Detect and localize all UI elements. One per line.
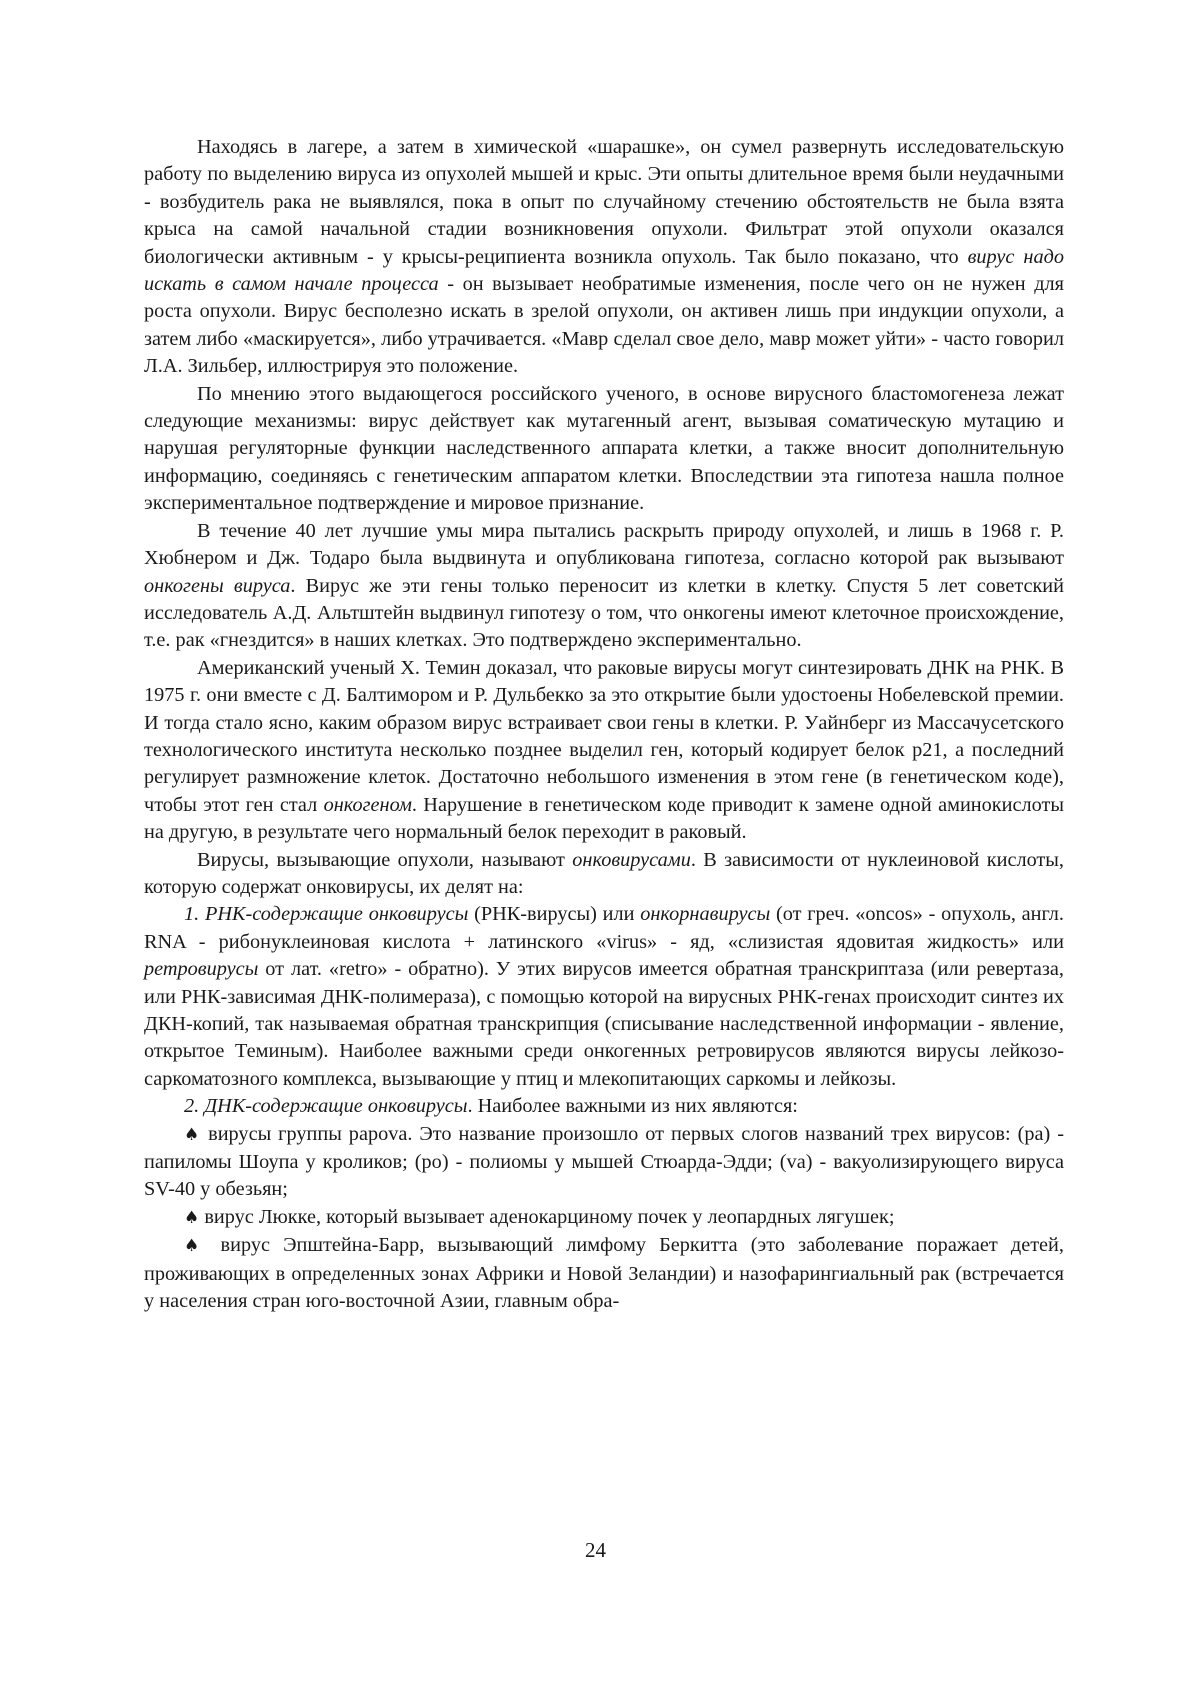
italic-text: онкорнавирусы <box>640 903 771 926</box>
text-run: Вирусы, вызывающие опухоли, называют <box>197 848 573 871</box>
spade-bullet-icon: ♠ <box>184 1124 202 1145</box>
paragraph <box>144 134 1064 381</box>
text-run: (РНК-вирусы) или <box>468 903 641 926</box>
list-item <box>144 901 1064 1093</box>
list-item <box>144 1232 1064 1315</box>
page-number: 24 <box>585 1538 606 1562</box>
text-run: Американский ученый Х. Темин доказал, что раковые вирусы могут синтезировать ДНК на РНК. В 1975 г. они вместе с Д. Балтимором и Р. Дульбекко за это открытие были удостоены Нобелевской премии. И тогда стало ясно, каким образом вирус встраивает свои гены в клетки. Р. Уайнберг из Массачусетского технологического института несколько позднее выделил ген, который кодирует белок p21, а последний регулирует размножение клеток. Достаточно небольшого изменения в этом гене (в генетическом коде), чтобы этот ген стал <box>144 656 1064 816</box>
paragraph <box>144 381 1064 518</box>
text-run: - он вызывает необратимые изменения, после чего он не нужен для роста опухоли. Вирус бесполезно искать в зрелой опухоли, он активен лишь при индукции опухоли, а затем либо «маскируется», либо утрачивается. «Мавр сделал свое дело, мавр может уйти» - часто говорил Л.А. Зильбер, иллюстрируя это положение. <box>144 273 1064 378</box>
text-run: . Нарушение в генетическом коде приводит к замене одной аминокислоты на другую, в результате чего нормальный белок переходит в раковый. <box>144 793 1064 844</box>
page-body <box>144 134 1064 1315</box>
text-run: . Наиболее важными из них являются: <box>467 1095 798 1118</box>
paragraph <box>144 847 1064 902</box>
list-item <box>144 1204 1064 1232</box>
text-run: Находясь в лагере, а затем в химической «шарашке», он сумел развернуть исследовательскую работу по выделению вируса из опухолей мышей и крыс. Эти опыты длительное время были неудачными - возбудитель рака не выявлялся, пока в опыт по случайному стечению обстоятельств не была взята крыса на самой начальной стадии возникновения опухоли. Фильтрат этой опухоли оказался биологически активным - у крысы-реципиента возникла опухоль. Так было показано, что <box>144 136 1064 268</box>
italic-text: онкогеном <box>323 793 412 816</box>
italic-text: вирус надо искать в самом начале процесса <box>144 245 1064 296</box>
italic-text: 1. РНК-содержащие онковирусы <box>184 903 469 926</box>
paragraph <box>144 518 1064 655</box>
text-run: вирус Люкке, который вызывает аденокарциному почек у леопардных лягушек; <box>199 1205 895 1228</box>
text-run: от лат. «retro» - обратно). У этих вирусов имеется обратная транскриптаза (или ревертаза, или РНК-зависимая ДНК-полимераза), с помощью которой на вирусных РНК-генах происходит синтез их ДКН-копий, так называемая обратная транскрипция (списывание наследственной информации - явление, открытое Теминым). Наиболее важными среди онкогенных ретровирусов являются вирусы лейкозо-саркоматозного комплекса, вызывающие у птиц и млекопитающих саркомы и лейкозы. <box>144 958 1064 1090</box>
paragraph <box>144 655 1064 847</box>
italic-text: 2. ДНК-содержащие онковирусы <box>184 1095 468 1118</box>
spade-bullet-icon: ♠ <box>184 1207 200 1228</box>
text-run: В течение 40 лет лучшие умы мира пытались раскрыть природу опухолей, и лишь в 1968 г. Р. Хюбнером и Дж. Тодаро была выдвинута и опубликована гипотеза, согласно которой рак вызывают <box>144 519 1064 570</box>
text-run: . Вирус же эти гены только переносит из клетки в клетку. Спустя 5 лет советский исследователь А.Д. Альтштейн выдвинул гипотезу о том, что онкогены имеют клеточное происхождение, т.е. рак «гнездится» в наших клетках. Это подтверждено экспериментально. <box>144 574 1065 652</box>
text-run: По мнению этого выдающегося российского ученого, в основе вирусного бластомогенеза лежат следующие механизмы: вирус действует как мутагенный агент, вызывая соматическую мутацию и нарушая регуляторные функции наследственного аппарата клетки, а также вносит дополнительную информацию, соединяясь с генетическим аппаратом клетки. Впоследствии эта гипотеза нашла полное экспериментальное подтверждение и мировое признание. <box>144 382 1064 515</box>
text-run: (от греч. «oncos» - опухоль, англ. RNA - рибонуклеиновая кислота + латинского «virus» - яд, «слизистая ядовитая жидкость» или <box>144 903 1065 953</box>
italic-text: онкогены вируса <box>144 574 291 597</box>
list-item <box>144 1121 1064 1204</box>
spade-bullet-icon: ♠ <box>184 1236 208 1257</box>
italic-text: онковирусами <box>572 848 691 871</box>
text-run: . В зависимости от нуклеиновой кислоты, которую содержат онковирусы, их делят на: <box>144 848 1064 898</box>
italic-text: ретровирусы <box>144 958 259 981</box>
text-run: вирус Эпштейна-Барр, вызывающий лимфому Беркитта (это заболевание поражает детей, проживающих в определенных зонах Африки и Новой Зеландии) и назофарингиальный рак (встречается у населения стран юго-восточной Азии, главным обра- <box>144 1234 1064 1313</box>
text-run: вирусы группы papova. Это название произошло от первых слогов названий трех вирусов: (pa) - папиломы Шоупа у кроликов; (po) - полиомы у мышей Стюарда-Эдди; (va) - вакуолизирующего вируса SV-40 у обезьян; <box>144 1122 1064 1201</box>
list-item <box>144 1093 1064 1120</box>
